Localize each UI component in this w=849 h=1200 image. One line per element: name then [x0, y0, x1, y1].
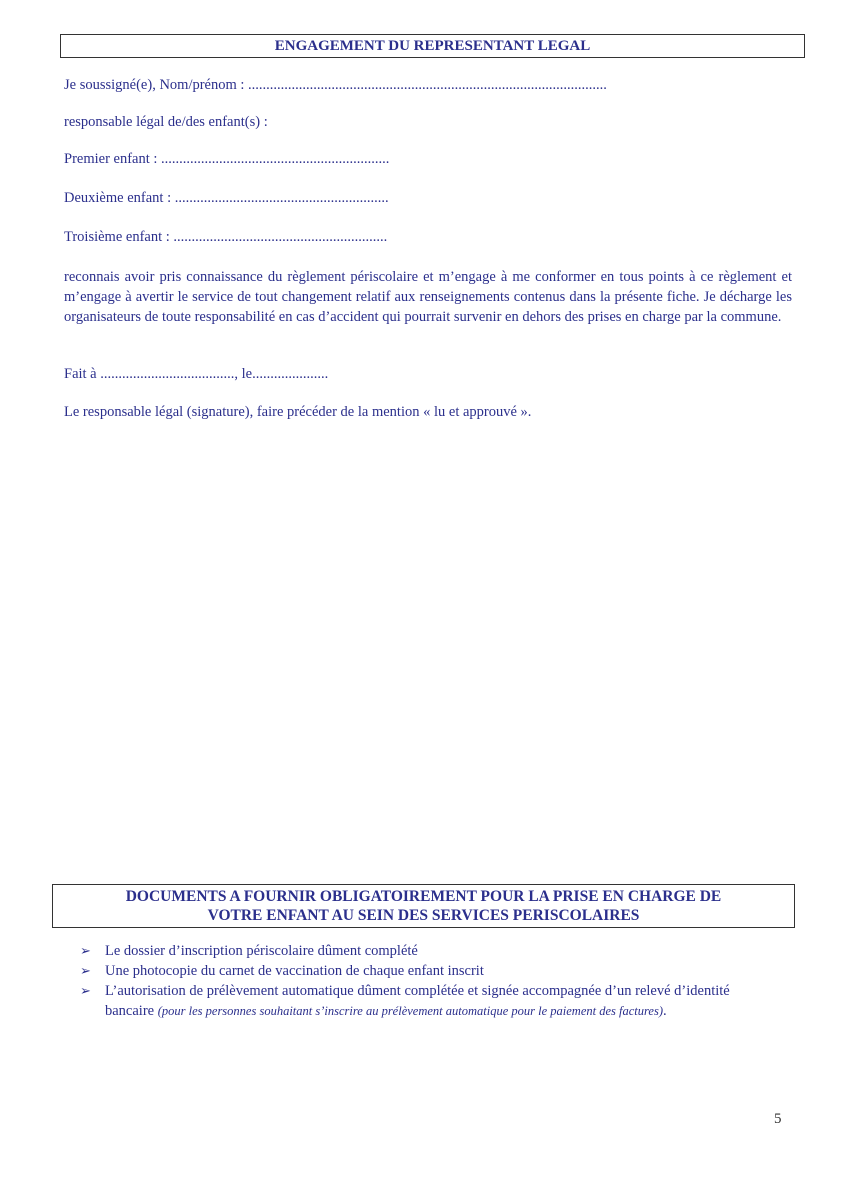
- list-item: ➢ Une photocopie du carnet de vaccination de chaque enfant inscrit: [80, 963, 484, 979]
- section-engagement-header: [60, 34, 805, 58]
- list-item: ➢ L’autorisation de prélèvement automatique dûment complétée et signée accompagnée d’un relevé d’identité bancaire (pour les personnes souhaitant s’inscrire au prélèvement automatique pour le paiement des factures).: [80, 983, 730, 1019]
- list-item: ➢ Le dossier d’inscription périscolaire dûment complété: [80, 943, 418, 959]
- responsible-line: responsable légal de/des enfant(s) :: [64, 114, 268, 130]
- documents-list: [78, 941, 778, 1021]
- section-documents-title-line1: DOCUMENTS A FOURNIR OBLIGATOIREMENT POUR LA PRISE EN CHARGE DE: [125, 888, 722, 905]
- child3-field-line: Troisième enfant : ...........................................................: [64, 229, 388, 245]
- child2-field-line: Deuxième enfant : ...........................................................: [64, 190, 389, 206]
- engagement-paragraph: reconnais avoir pris connaissance du règlement périscolaire et m’engage à me conformer en tous points à ce règlement et m’engage à avertir le service de tout changement relatif aux renseignements contenus dans la présente fiche. Je décharge les organisateurs de toute responsabilité en cas d’accident qui pourrait survenir en dehors des prises en charge par la commune.: [64, 269, 792, 325]
- name-field-line: Je soussigné(e), Nom/prénom : ...................................................................................................: [64, 77, 607, 93]
- arrow-right-icon: ➢: [80, 943, 91, 958]
- page-number: 5: [774, 1111, 782, 1127]
- child1-field-line: Premier enfant : ...............................................................: [64, 151, 390, 167]
- signature-instruction: Le responsable légal (signature), faire précéder de la mention « lu et approuvé ».: [64, 404, 532, 420]
- section-engagement-title: ENGAGEMENT DU REPRESENTANT LEGAL: [274, 38, 591, 54]
- section-documents-title-line2: VOTRE ENFANT AU SEIN DES SERVICES PERISCOLAIRES: [207, 906, 640, 924]
- item-note: (pour les personnes souhaitant s’inscrire au prélèvement automatique pour le paiement des factures): [157, 1004, 663, 1018]
- place-date-line: Fait à ....................................., le.....................: [64, 366, 329, 382]
- arrow-right-icon: ➢: [80, 983, 91, 998]
- section-documents-header: [52, 884, 795, 928]
- arrow-right-icon: ➢: [80, 963, 91, 978]
